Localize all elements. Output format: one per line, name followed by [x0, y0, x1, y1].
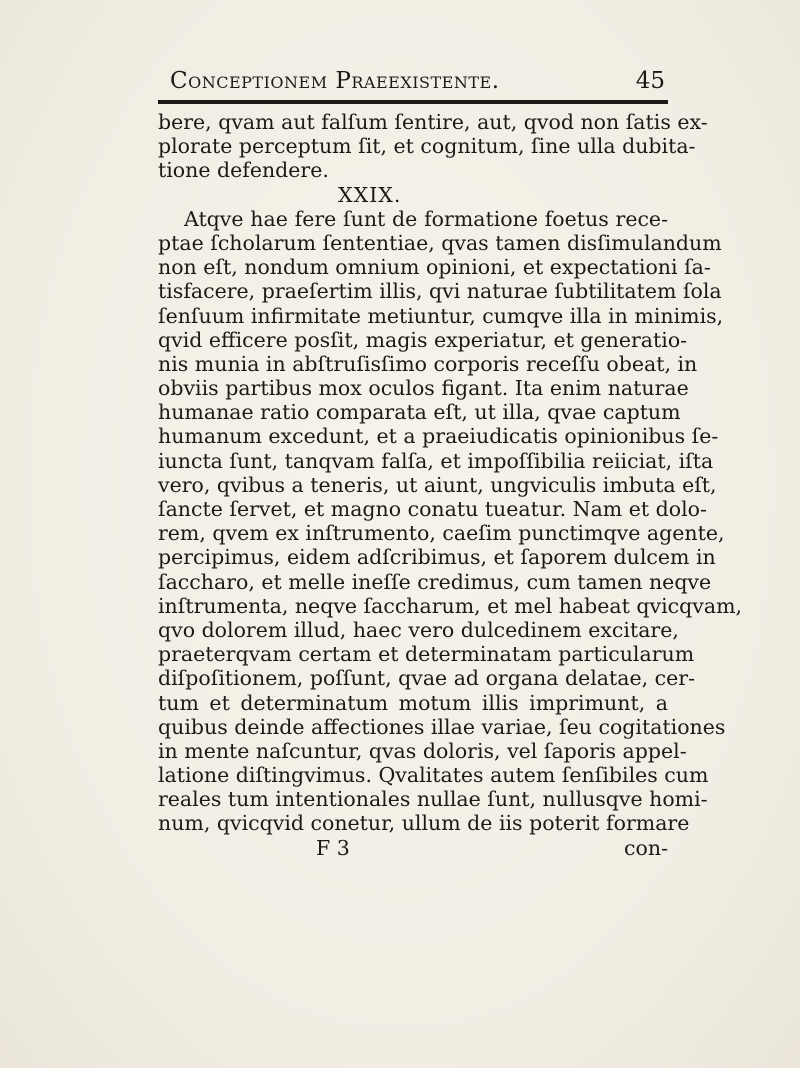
text-line: quibus deinde affectiones illae variae, ſeu cogitationes — [158, 714, 726, 739]
text-line: rem, qvem ex inſtrumento, caeſim punctimqve agente, — [158, 521, 725, 546]
text-line: ſenſuum infirmitate metiuntur, cumqve illa in minimis, — [158, 303, 724, 328]
text-line: latione diſtingvimus. Qvalitates autem ſenſibiles cum — [158, 763, 709, 788]
text-line: inſtrumenta, neqve ſaccharum, et mel habeat qvicqvam, — [158, 593, 743, 618]
text-line: ſaccharo, et melle ineſſe credimus, cum tamen neqve — [158, 569, 712, 594]
text-line: diſpoſitionem, poſſunt, qvae ad organa delatae, cer- — [158, 666, 695, 691]
body-text — [158, 110, 743, 860]
text-line: bere, qvam aut falſum ſentire, aut, qvod non ſatis ex- — [158, 110, 708, 134]
text-line: iuncta ſunt, tanqvam falſa, et impoſſibilia reiiciat, iſta — [158, 448, 714, 473]
page-number: 45 — [635, 68, 665, 94]
section-number: XXIX. — [338, 182, 402, 207]
text-line: Atqve hae fere ſunt de formatione foetus rece- — [184, 206, 668, 231]
text-line: praeterqvam certam et determinatam particularum — [158, 642, 695, 667]
text-line: humanae ratio comparata eſt, ut illa, qvae captum — [158, 400, 681, 425]
text-line: ptae ſcholarum ſententiae, qvas tamen disſimulandum — [158, 230, 722, 255]
text-line: qvo dolorem illud, haec vero dulcedinem excitare, — [158, 617, 679, 642]
text-line: num, qvicqvid conetur, ullum de iis poterit formare — [158, 811, 690, 836]
text-line: humanum excedunt, et a praeiudicatis opinionibus ſe- — [158, 424, 719, 449]
catchword: con- — [624, 835, 668, 860]
text-line: reales tum intentionales nullae ſunt, nullusqve homi- — [158, 787, 708, 812]
page-footer — [158, 836, 668, 860]
text-line: ſancte ſervet, et magno conatu tueatur. Nam et dolo- — [158, 497, 707, 521]
text-line: plorate perceptum ſit, et cognitum, ſine ulla dubita- — [158, 134, 696, 159]
text-line: vero, qvibus a teneris, ut aiunt, ungviculis imbuta eſt, — [158, 472, 717, 497]
text-line: non eſt, nondum omnium opinioni, et expectationi ſa- — [158, 255, 711, 280]
text-line: in mente naſcuntur, qvas doloris, vel ſaporis appel- — [158, 738, 687, 763]
running-head: Conceptionem Praeexistente. — [170, 68, 500, 94]
text-line: tione defendere. — [158, 158, 329, 183]
page-header — [160, 68, 665, 100]
text-line: obviis partibus mox oculos figant. Ita enim naturae — [158, 376, 689, 401]
header-rule — [158, 100, 668, 104]
text-line: tisfacere, praeſertim illis, qvi naturae ſubtilitatem ſola — [158, 279, 722, 304]
text-line: percipimus, eidem adſcribimus, et ſaporem dulcem in — [158, 545, 716, 570]
text-line: nis munia in abſtruſisſimo corporis receſſu obeat, in — [158, 351, 698, 376]
text-line: tum et determinatum motum illis imprimunt, a — [158, 690, 668, 715]
text-line: qvid efficere posſit, magis experiatur, et generatio- — [158, 327, 688, 352]
signature-mark: F 3 — [316, 835, 350, 860]
